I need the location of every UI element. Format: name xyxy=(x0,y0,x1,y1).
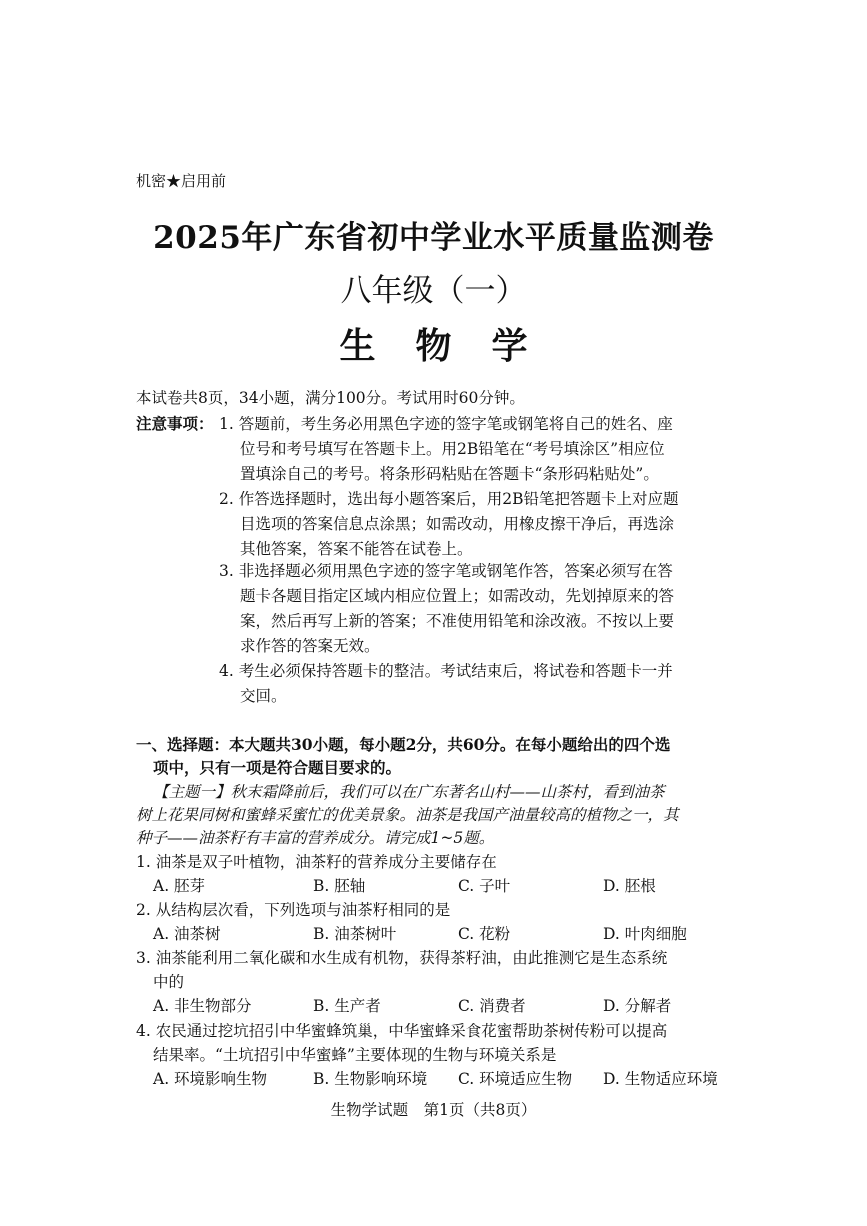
question-4-option-a: A. 环境影响生物 xyxy=(153,1070,268,1088)
notice-item-2-line-2: 目选项的答案信息点涂黑；如需改动，用橡皮擦干净后，再选涂 xyxy=(240,515,675,533)
question-2-stem: 2. 从结构层次看，下列选项与油茶籽相同的是 xyxy=(136,901,451,919)
page-footer: 生物学试题 第1页（共8页） xyxy=(330,1101,537,1119)
notice-item-3-line-1: 3. 非选择题必须用黑色字迹的签字笔或钢笔作答，答案必须写在答 xyxy=(219,562,673,580)
question-1-option-d: D. 胚根 xyxy=(603,877,656,895)
question-3-option-b: B. 生产者 xyxy=(313,997,381,1015)
question-4-option-b: B. 生物影响环境 xyxy=(313,1070,428,1088)
notice-item-1-line-1: 1. 答题前，考生务必用黑色字迹的签字笔或钢笔将自己的姓名、座 xyxy=(219,415,673,433)
exam-title: 2025年广东省初中学业水平质量监测卷 xyxy=(153,220,714,256)
notice-item-2-line-1: 2. 作答选择题时，选出每小题答案后，用2B铅笔把答题卡上对应题 xyxy=(219,490,679,508)
question-4-stem-line-2: 结果率。“土坑招引中华蜜蜂”主要体现的生物与环境关系是 xyxy=(153,1046,557,1064)
section-1-heading-line-1: 一、选择题：本大题共30小题，每小题2分，共60分。在每小题给出的四个选 xyxy=(136,735,671,754)
question-1-options xyxy=(153,874,753,896)
section-1-heading-line-2: 项中，只有一项是符合题目要求的。 xyxy=(153,758,402,777)
theme-1-line-2: 树上花果同树和蜜蜂采蜜忙的优美景象。油茶是我国产油量较高的植物之一，其 xyxy=(136,806,679,824)
subject-title: 生物学 xyxy=(339,326,568,367)
question-4-options xyxy=(153,1067,753,1089)
theme-1-line-3: 种子——油茶籽有丰富的营养成分。请完成1~5题。 xyxy=(136,829,495,847)
question-3-stem-line-1: 3. 油茶能利用二氧化碳和水生成有机物，获得茶籽油，由此推测它是生态系统 xyxy=(136,949,668,967)
question-1-option-b: B. 胚轴 xyxy=(313,877,366,895)
notice-item-3-line-4: 求作答的答案无效。 xyxy=(240,637,380,655)
question-1-stem: 1. 油茶是双子叶植物，油茶籽的营养成分主要储存在 xyxy=(136,853,497,871)
notice-item-4-line-2: 交回。 xyxy=(240,687,287,705)
question-3-stem-line-2: 中的 xyxy=(153,973,185,991)
grade-label: 八年级（一） xyxy=(340,273,527,309)
question-3-option-c: C. 消费者 xyxy=(458,997,526,1015)
question-2-option-b: B. 油茶树叶 xyxy=(313,925,397,943)
question-3-option-a: A. 非生物部分 xyxy=(153,997,252,1015)
exam-intro: 本试卷共8页，34小题，满分100分。考试用时60分钟。 xyxy=(136,389,525,407)
question-2-option-d: D. 叶肉细胞 xyxy=(603,925,687,943)
question-2-option-c: C. 花粉 xyxy=(458,925,511,943)
notice-item-3-line-2: 题卡各题目指定区域内相应位置上；如需改动，先划掉原来的答 xyxy=(240,587,675,605)
question-3-option-d: D. 分解者 xyxy=(603,997,672,1015)
notice-item-1-line-2: 位号和考号填写在答题卡上。用2B铅笔在“考号填涂区”相应位 xyxy=(240,440,665,458)
question-3-options xyxy=(153,994,753,1016)
question-4-option-c: C. 环境适应生物 xyxy=(458,1070,573,1088)
question-1-option-a: A. 胚芽 xyxy=(153,877,206,895)
theme-1-line-1: 【主题一】秋末霜降前后，我们可以在广东著名山村——山茶村，看到油茶 xyxy=(153,783,665,801)
question-2-options xyxy=(153,922,753,944)
notice-item-1-line-3: 置填涂自己的考号。将条形码粘贴在答题卡“条形码粘贴处”。 xyxy=(240,465,659,483)
question-4-option-d: D. 生物适应环境 xyxy=(603,1070,718,1088)
notice-label: 注意事项： xyxy=(136,414,214,433)
question-4-stem-line-1: 4. 农民通过挖坑招引中华蜜蜂筑巢，中华蜜蜂采食花蜜帮助茶树传粉可以提高 xyxy=(136,1022,668,1040)
notice-item-3-line-3: 案，然后再写上新的答案；不准使用铅笔和涂改液。不按以上要 xyxy=(240,612,675,630)
question-2-option-a: A. 油茶树 xyxy=(153,925,221,943)
notice-item-2-line-3: 其他答案，答案不能答在试卷上。 xyxy=(240,540,473,558)
confidential-label: 机密★启用前 xyxy=(136,172,227,190)
question-1-option-c: C. 子叶 xyxy=(458,877,511,895)
notice-item-4-line-1: 4. 考生必须保持答题卡的整洁。考试结束后，将试卷和答题卡一并 xyxy=(219,662,673,680)
